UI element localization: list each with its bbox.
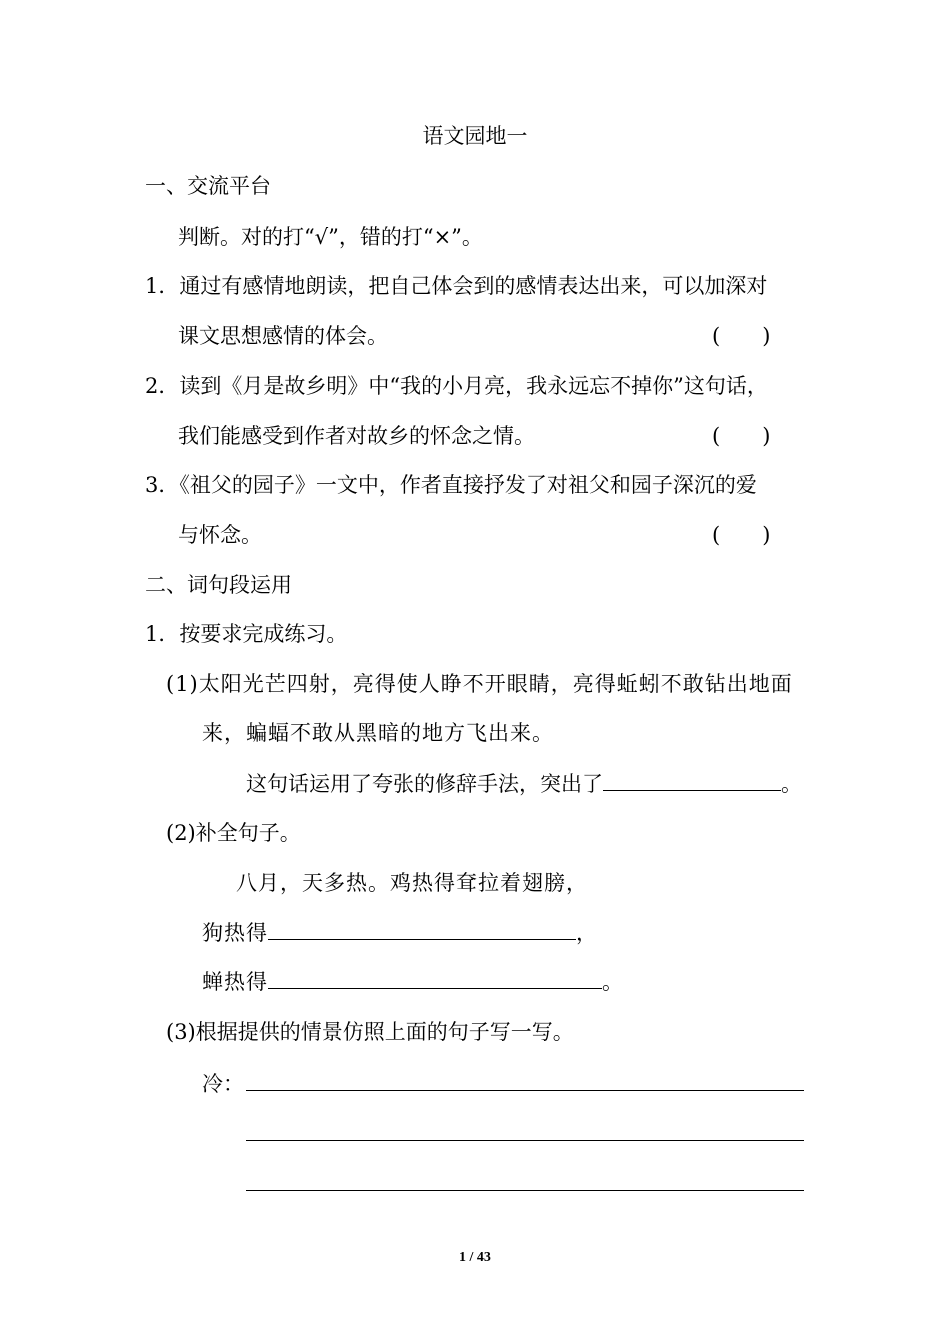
cicada-prefix: 蝉热得 bbox=[202, 970, 268, 994]
sub2-cicada-line bbox=[202, 968, 624, 996]
cicada-answer-blank[interactable] bbox=[268, 970, 602, 989]
sub1-prompt-text: 这句话运用了夸张的修辞手法，突出了 bbox=[246, 772, 603, 796]
sub2-dog-line bbox=[202, 919, 598, 947]
instruction-text: 判断。对的打“√”，错的打“×”。 bbox=[178, 225, 483, 249]
section-heading-1: 一、交流平台 bbox=[145, 174, 271, 198]
answer-parentheses-3[interactable]: ( ) bbox=[712, 523, 771, 547]
section-heading-2: 二、词句段运用 bbox=[145, 573, 292, 597]
cold-answer-line-2[interactable] bbox=[246, 1140, 804, 1141]
question-2-line-1: 2．读到《月是故乡明》中“我的小月亮，我永远忘不掉你”这句话， bbox=[145, 374, 768, 398]
dog-prefix: 狗热得 bbox=[202, 921, 268, 945]
exercise-1-label: 1．按要求完成练习。 bbox=[145, 622, 348, 646]
answer-parentheses-2[interactable]: ( ) bbox=[712, 424, 771, 448]
sub3-label: (3)根据提供的情景仿照上面的句子写一写。 bbox=[166, 1020, 574, 1044]
cold-label: 冷： bbox=[202, 1072, 244, 1096]
question-3-line-1: 3．《祖父的园子》一文中，作者直接抒发了对祖父和园子深沉的爱 bbox=[145, 473, 757, 497]
dog-suffix: ， bbox=[576, 921, 598, 945]
question-2-line-2: 我们能感受到作者对故乡的怀念之情。 bbox=[178, 424, 535, 448]
question-3-line-2: 与怀念。 bbox=[178, 523, 262, 547]
question-1-line-2: 课文思想感情的体会。 bbox=[178, 324, 388, 348]
sub1-prompt-end: 。 bbox=[781, 772, 802, 796]
sub1-answer-blank[interactable] bbox=[603, 772, 781, 791]
sub2-example-line: 八月，天多热。鸡热得耷拉着翅膀， bbox=[236, 871, 588, 895]
page-title: 语文园地一 bbox=[422, 124, 528, 148]
dog-answer-blank[interactable] bbox=[268, 921, 576, 940]
sub1-line-1: (1)太阳光芒四射，亮得使人睁不开眼睛，亮得蚯蚓不敢钻出地面 bbox=[166, 672, 793, 696]
cold-answer-line-3[interactable] bbox=[246, 1190, 804, 1191]
sub1-line-2: 来，蝙蝠不敢从黑暗的地方飞出来。 bbox=[202, 721, 554, 745]
answer-parentheses-1[interactable]: ( ) bbox=[712, 324, 771, 348]
question-1-line-1: 1．通过有感情地朗读，把自己体会到的感情表达出来，可以加深对 bbox=[145, 274, 768, 298]
cold-answer-line-1[interactable] bbox=[246, 1090, 804, 1091]
sub2-label: (2)补全句子。 bbox=[166, 821, 301, 845]
page-number: 1 / 43 bbox=[459, 1250, 491, 1265]
sub1-prompt bbox=[246, 770, 802, 798]
cicada-suffix: 。 bbox=[602, 970, 624, 994]
